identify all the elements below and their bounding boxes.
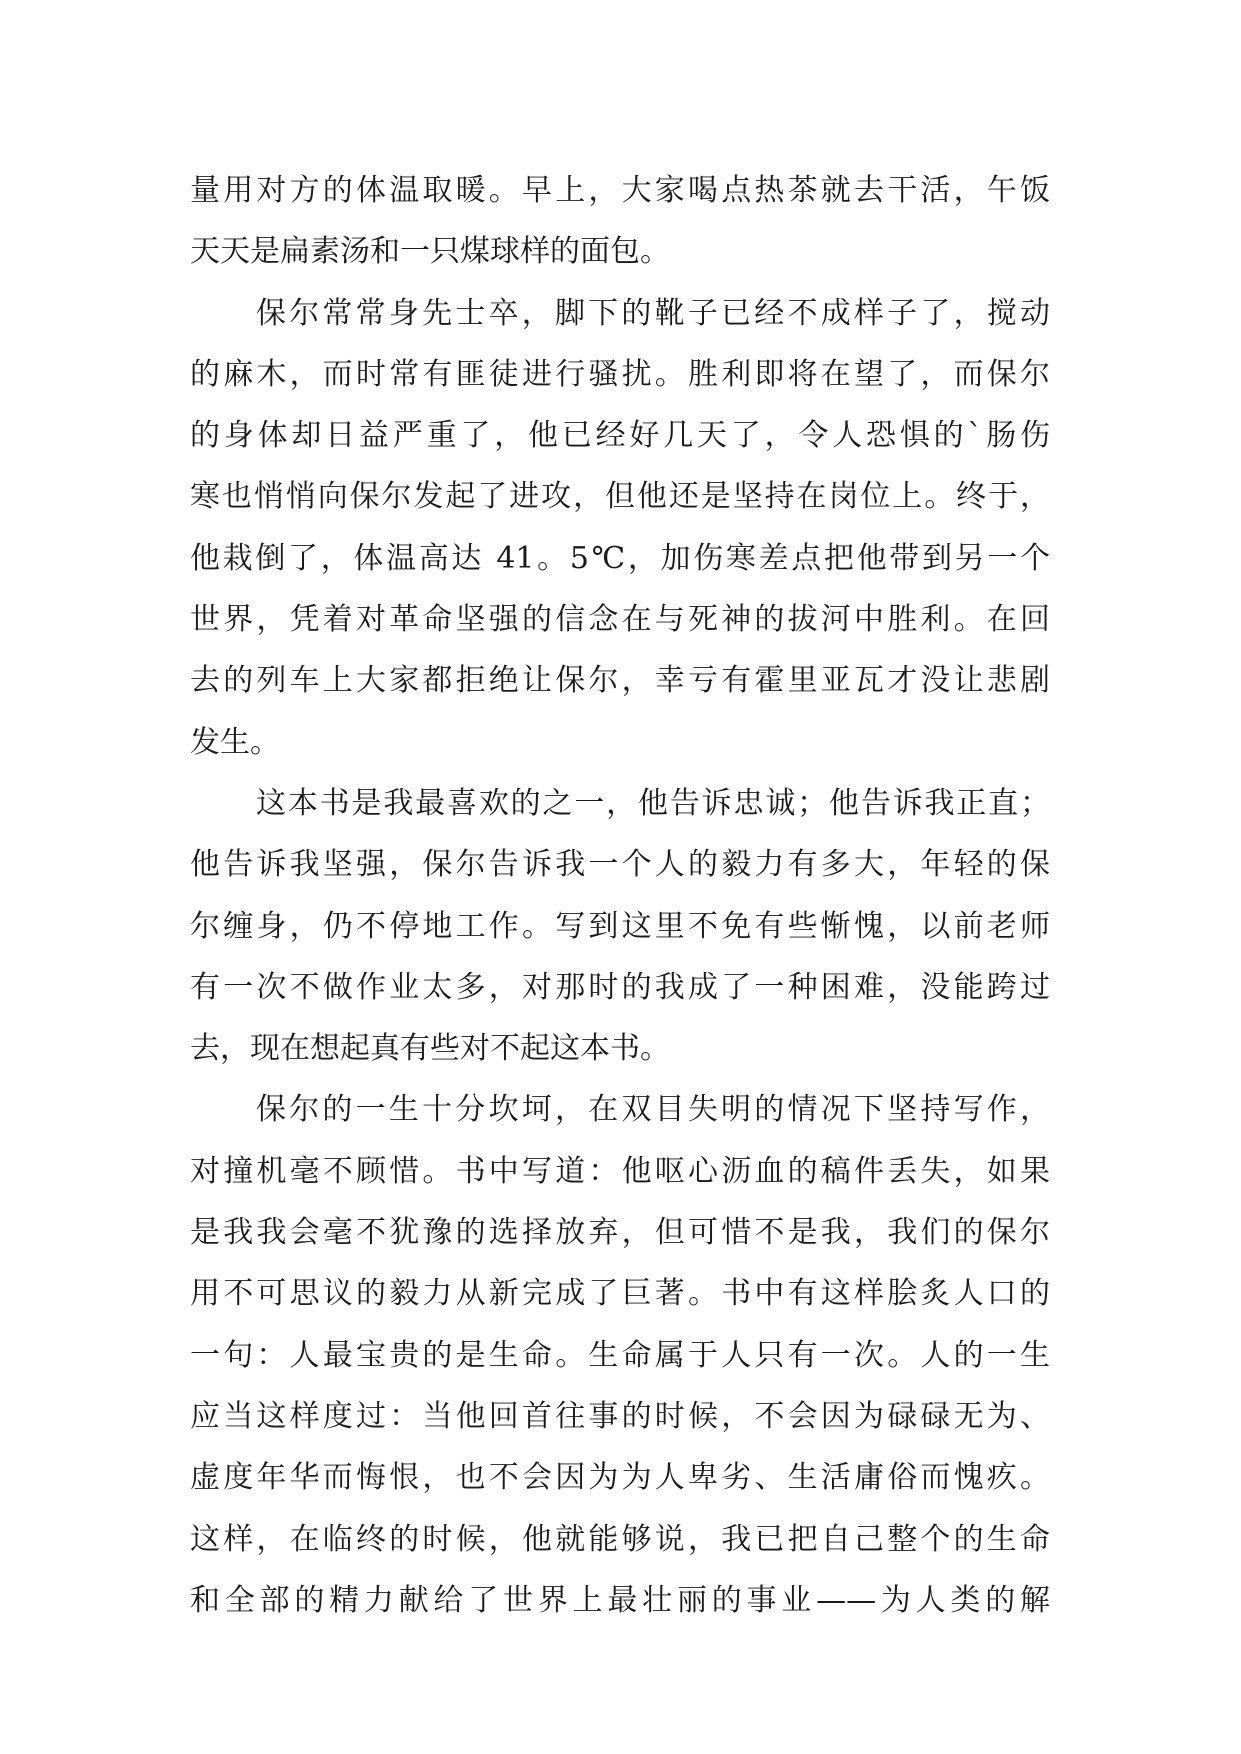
text-line: 是我我会毫不犹豫的选择放弃，但可惜不是我，我们的保尔 [190, 1215, 1050, 1251]
text-line: 世界，凭着对革命坚强的信念在与死神的拔河中胜利。在回 [190, 602, 1050, 638]
text-line: 保尔的一生十分坎坷，在双目失明的情况下坚持写作， [256, 1092, 1050, 1128]
text-line: 有一次不做作业太多，对那时的我成了一种困难，没能跨过 [190, 969, 1050, 1005]
text-line: 这本书是我最喜欢的之一，他告诉忠诚；他告诉我正直； [256, 785, 1050, 821]
text-line: 这样，在临终的时候，他就能够说，我已把自己整个的生命 [190, 1521, 1050, 1557]
text-line: 的麻木，而时常有匪徒进行骚扰。胜利即将在望了，而保尔 [190, 356, 1050, 392]
text-line: 和全部的精力献给了世界上最壮丽的事业——为人类的解 [190, 1582, 1050, 1618]
text-line: 一句：人最宝贵的是生命。生命属于人只有一次。人的一生 [190, 1337, 1050, 1373]
text-line: 的身体却日益严重了，他已经好几天了，令人恐惧的`肠伤 [190, 418, 1050, 454]
text-line: 虚度年华而悔恨，也不会因为为人卑劣、生活庸俗而愧疚。 [190, 1460, 1050, 1496]
text-line: 去，现在想起真有些对不起这本书。 [190, 1031, 670, 1067]
text-line: 保尔常常身先士卒，脚下的靴子已经不成样子了，搅动 [256, 295, 1050, 331]
body-text [190, 160, 1050, 1631]
text-line: 对撞机毫不顾惜。书中写道：他呕心沥血的稿件丢失，如果 [190, 1153, 1050, 1189]
text-line: 量用对方的体温取暖。早上，大家喝点热茶就去干活，午饭 [190, 173, 1050, 208]
text-line: 应当这样度过：当他回首往事的时候，不会因为碌碌无为、 [190, 1398, 1050, 1434]
text-line: 天天是扁素汤和一只煤球样的面包。 [190, 234, 670, 270]
text-line: 寒也悄悄向保尔发起了进攻，但他还是坚持在岗位上。终于， [190, 479, 1050, 515]
text-line: 去的列车上大家都拒绝让保尔，幸亏有霍里亚瓦才没让悲剧 [190, 663, 1050, 699]
text-line: 用不可思议的毅力从新完成了巨著。书中有这样脍炙人口的 [190, 1276, 1050, 1312]
text-line: 他告诉我坚强，保尔告诉我一个人的毅力有多大，年轻的保 [190, 847, 1050, 883]
text-line: 发生。 [190, 724, 280, 760]
text-line: 他栽倒了，体温高达 41。5℃，加伤寒差点把他带到另一个 [190, 540, 1050, 576]
text-line: 尔缠身，仍不停地工作。写到这里不免有些惭愧，以前老师 [190, 908, 1050, 944]
